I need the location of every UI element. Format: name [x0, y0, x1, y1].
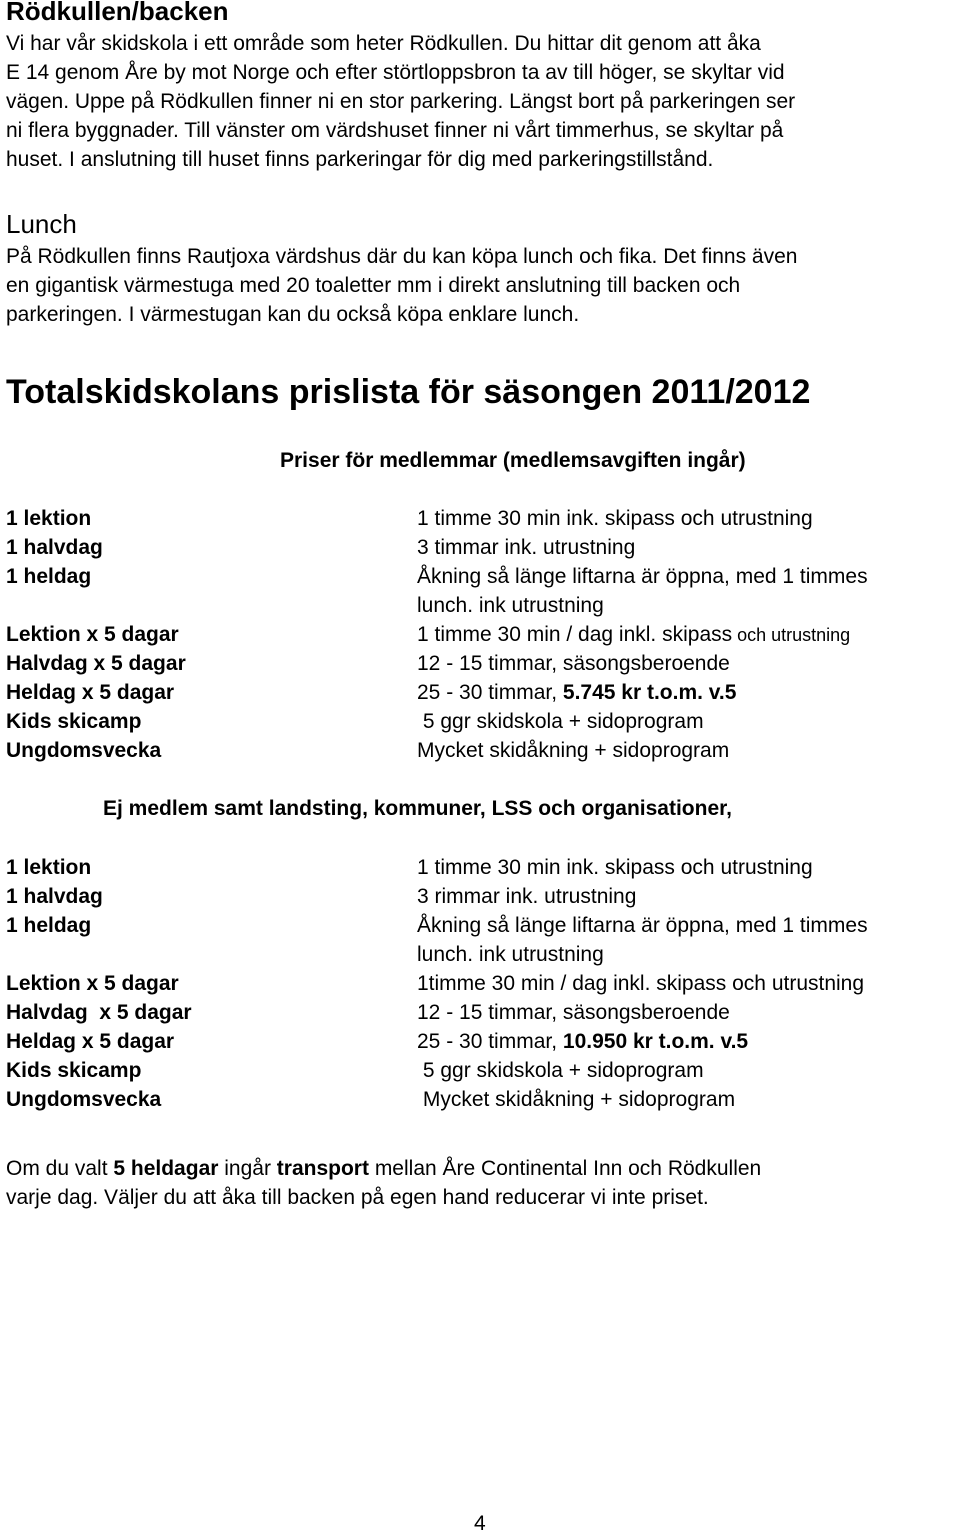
- row-desc: [417, 1030, 748, 1054]
- row-desc: 5 ggr skidskola + sidoprogram: [417, 710, 704, 733]
- row-desc: 1timme 30 min / dag inkl. skipass och utrustning: [417, 972, 865, 995]
- row-name: Heldag x 5 dagar: [6, 1030, 175, 1053]
- lunch-line-2: en gigantisk värmestuga med 20 toaletter mm i direkt anslutning till backen och: [6, 274, 741, 297]
- row-desc-bold: 10.950 kr t.o.m. v.5: [562, 1030, 749, 1053]
- row-desc: 1 timme 30 min ink. skipass och utrustning: [417, 507, 813, 530]
- nonmembers-heading: Ej medlem samt landsting, kommuner, LSS och organisationer,: [103, 797, 732, 820]
- rodkullen-line-1: Vi har vår skidskola i ett område som heter Rödkullen. Du hittar dit genom att åka: [6, 32, 761, 55]
- footer-text: ingår: [218, 1157, 277, 1180]
- row-desc-bold: 5.745 kr t.o.m. v.5: [562, 681, 737, 704]
- row-name: 1 halvdag: [6, 885, 103, 908]
- row-desc: Mycket skidåkning + sidoprogram: [417, 1088, 736, 1111]
- row-desc: 12 - 15 timmar, säsongsberoende: [417, 652, 730, 675]
- row-desc: 3 timmar ink. utrustning: [417, 536, 636, 559]
- footer-text: mellan Åre Continental Inn och Rödkullen: [368, 1157, 762, 1180]
- row-desc: 3 rimmar ink. utrustning: [417, 885, 637, 908]
- row-desc: Åkning så länge liftarna är öppna, med 1 timmes: [417, 565, 868, 588]
- row-desc: [417, 681, 736, 705]
- row-name: Kids skicamp: [6, 710, 142, 733]
- row-desc-small: och utrustning: [732, 625, 851, 645]
- row-desc: Mycket skidåkning + sidoprogram: [417, 739, 730, 762]
- page-number: 4: [474, 1512, 486, 1535]
- footer-line-2: varje dag. Väljer du att åka till backen på egen hand reducerar vi inte priset.: [6, 1186, 709, 1209]
- footer-bold-transport: transport: [276, 1157, 369, 1180]
- row-desc: [417, 623, 850, 647]
- members-heading: Priser för medlemmar (medlemsavgiften ingår): [280, 449, 746, 472]
- row-desc: Åkning så länge liftarna är öppna, med 1 timmes: [417, 914, 868, 937]
- lunch-heading: Lunch: [6, 209, 77, 239]
- row-name: Ungdomsvecka: [6, 739, 162, 762]
- footer-bold-days: 5 heldagar: [113, 1157, 219, 1180]
- pricelist-title: Totalskidskolans prislista för säsongen 2011/2012: [6, 373, 811, 411]
- row-name: Ungdomsvecka: [6, 1088, 162, 1111]
- row-name: Halvdag x 5 dagar: [6, 1001, 192, 1024]
- row-name: 1 heldag: [6, 565, 92, 588]
- row-name: Lektion x 5 dagar: [6, 972, 179, 995]
- row-desc-continuation: lunch. ink utrustning: [417, 943, 604, 966]
- rodkullen-line-4: ni flera byggnader. Till vänster om värdshuset finner ni vårt timmerhus, se skyltar på: [6, 119, 784, 142]
- lunch-line-3: parkeringen. I värmestugan kan du också köpa enklare lunch.: [6, 303, 580, 326]
- rodkullen-line-5: huset. I anslutning till huset finns parkeringar för dig med parkeringstillstånd.: [6, 148, 714, 171]
- row-name: Lektion x 5 dagar: [6, 623, 179, 646]
- rodkullen-heading: Rödkullen/backen: [6, 0, 229, 26]
- row-desc-main: 25 - 30 timmar,: [417, 681, 563, 704]
- lunch-line-1: På Rödkullen finns Rautjoxa värdshus där du kan köpa lunch och fika. Det finns även: [6, 245, 798, 268]
- rodkullen-line-3: vägen. Uppe på Rödkullen finner ni en stor parkering. Längst bort på parkeringen ser: [6, 90, 796, 113]
- row-name: Heldag x 5 dagar: [6, 681, 175, 704]
- row-name: 1 halvdag: [6, 536, 103, 559]
- footer-text: Om du valt: [6, 1157, 114, 1180]
- footer-line-1: [6, 1157, 761, 1181]
- row-desc-main: 1 timme 30 min / dag inkl. skipass: [417, 623, 733, 646]
- row-name: 1 lektion: [6, 856, 92, 879]
- row-name: Halvdag x 5 dagar: [6, 652, 186, 675]
- rodkullen-line-2: E 14 genom Åre by mot Norge och efter störtloppsbron ta av till höger, se skyltar vid: [6, 61, 785, 84]
- row-desc-main: 25 - 30 timmar,: [417, 1030, 563, 1053]
- row-desc: 12 - 15 timmar, säsongsberoende: [417, 1001, 730, 1024]
- row-name: Kids skicamp: [6, 1059, 142, 1082]
- row-name: 1 lektion: [6, 507, 92, 530]
- row-desc: 5 ggr skidskola + sidoprogram: [417, 1059, 704, 1082]
- row-desc-continuation: lunch. ink utrustning: [417, 594, 604, 617]
- row-desc: 1 timme 30 min ink. skipass och utrustning: [417, 856, 813, 879]
- row-name: 1 heldag: [6, 914, 92, 937]
